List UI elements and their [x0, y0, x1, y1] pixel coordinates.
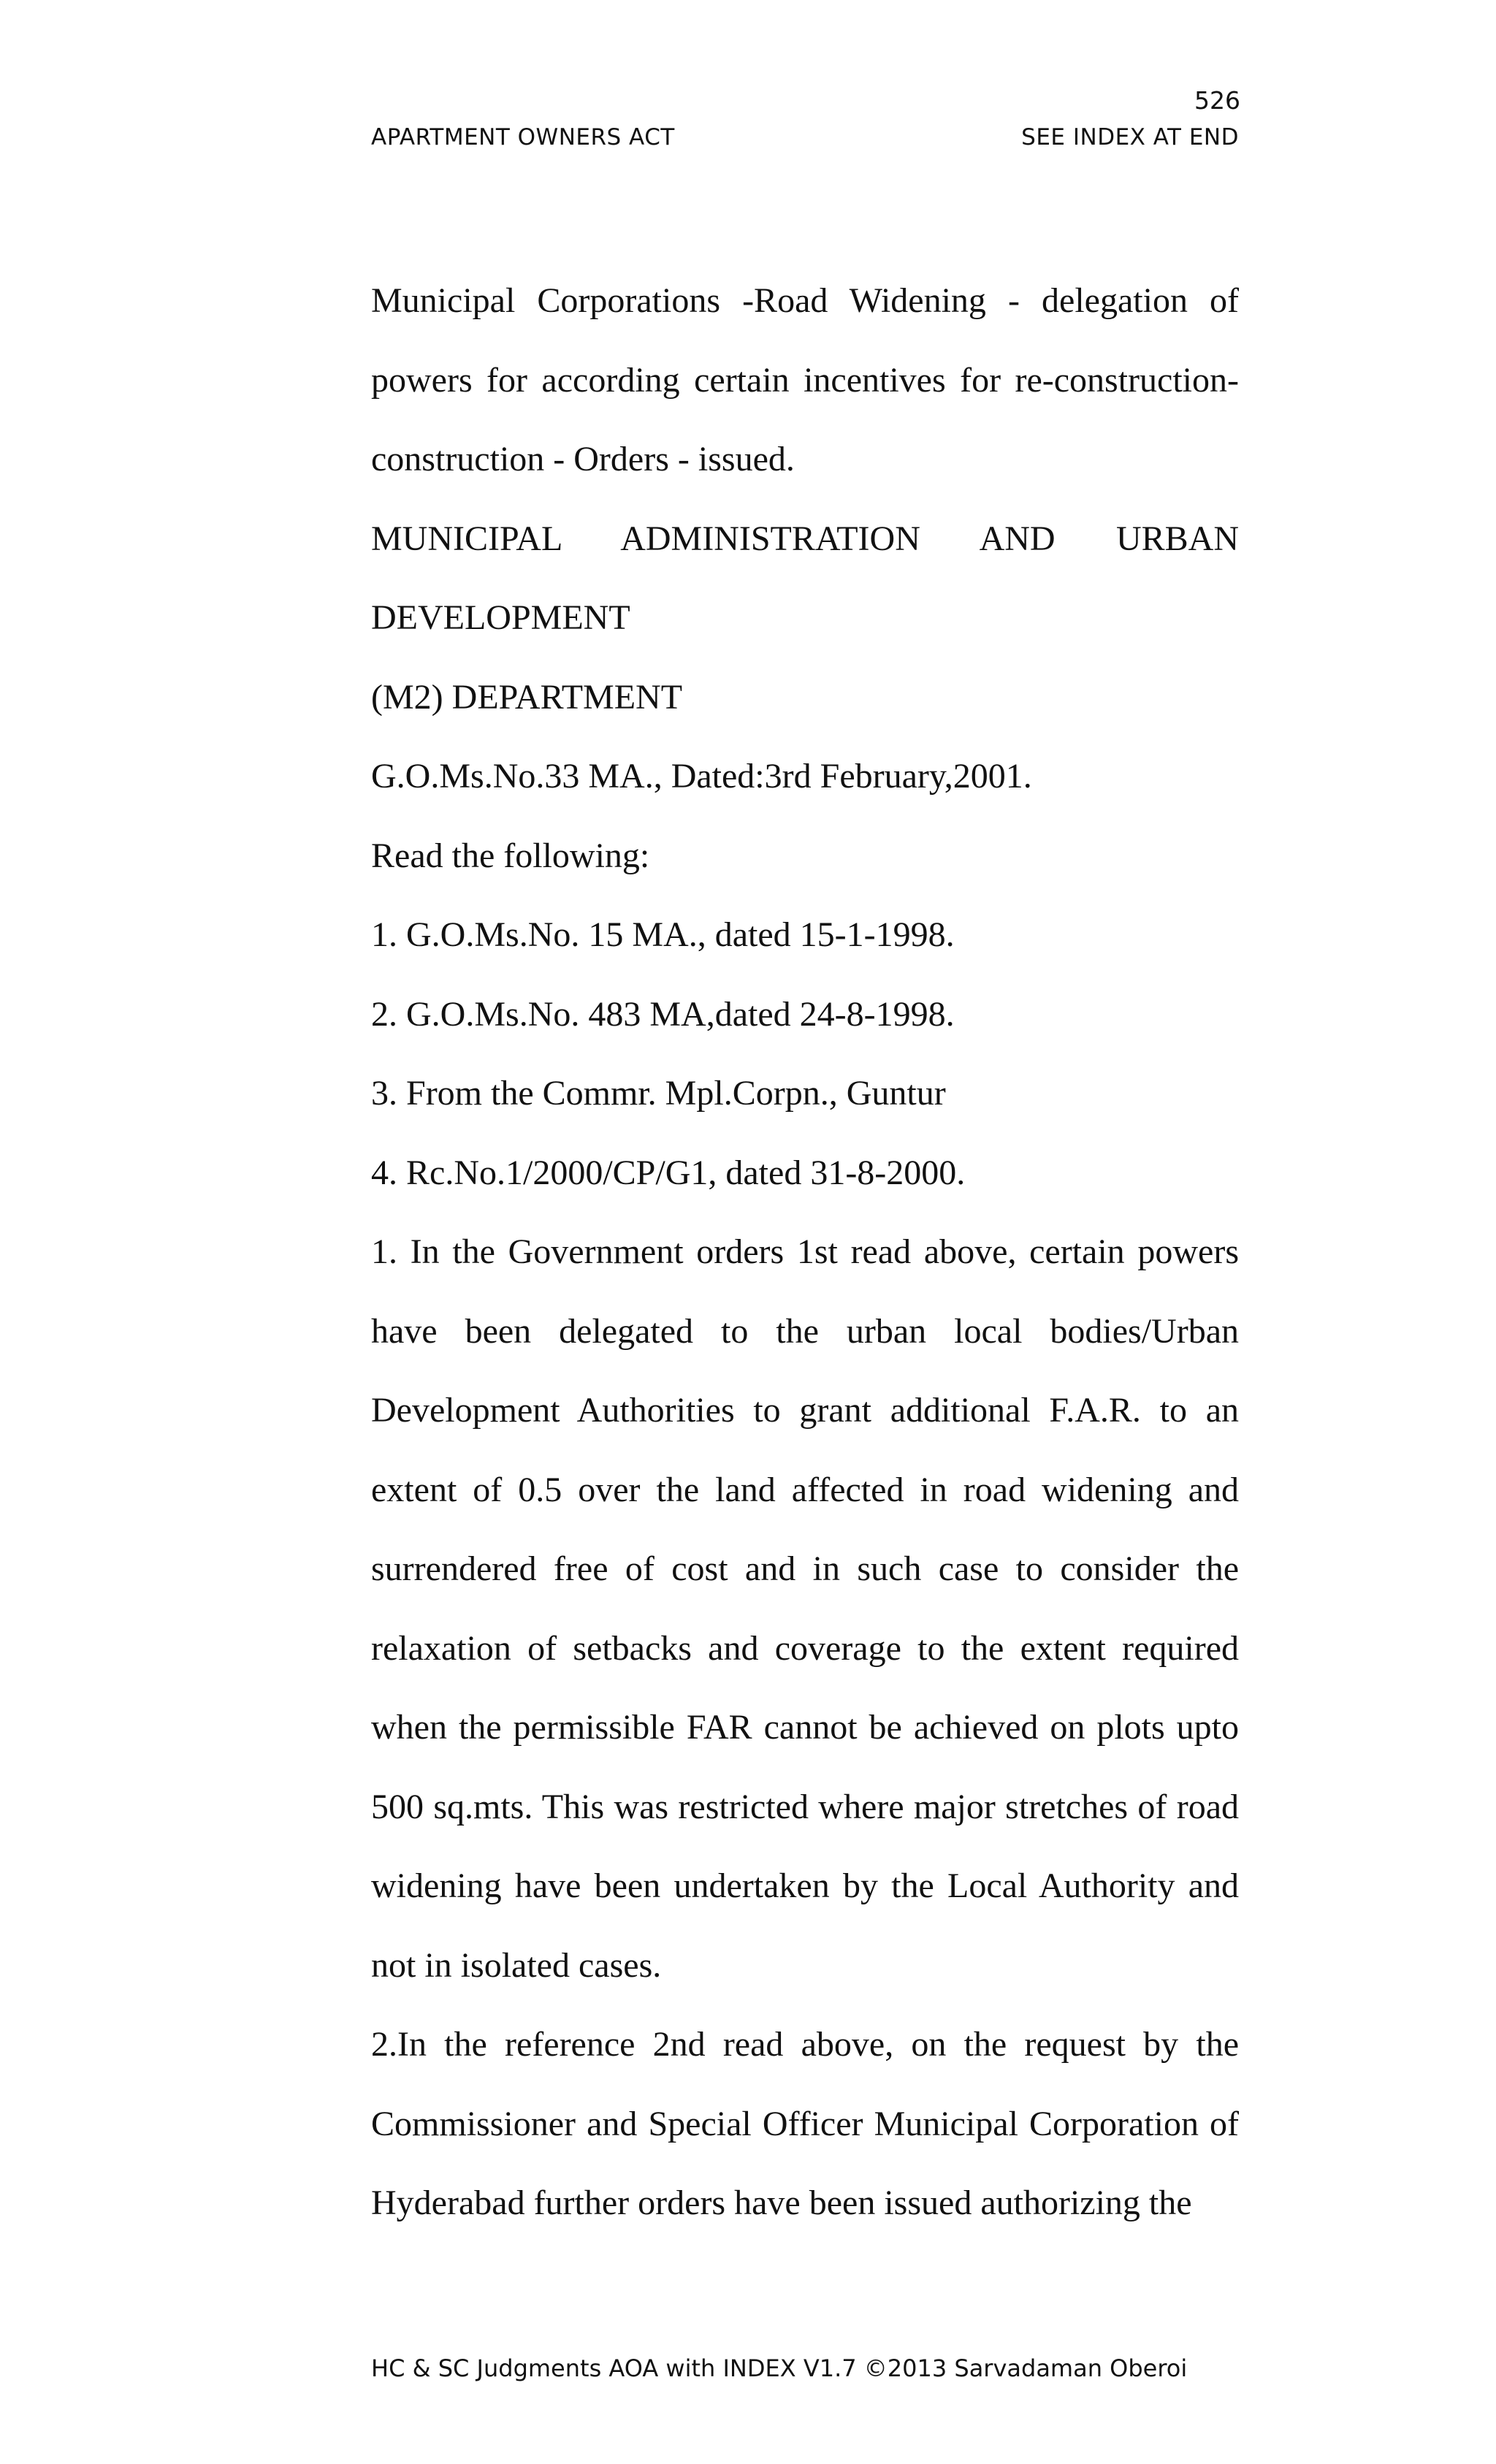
read-heading: Read the following: — [371, 836, 650, 875]
department-line-1: MUNICIPAL ADMINISTRATION AND URBAN — [371, 519, 1239, 558]
paragraph-1: 1. In the Government orders 1st read above, certain powers have been delegated to the urban local bodies/Urban Development Authorities to grant additional F.A.R. to an extent of 0.5 over the land affected in road widening and surrendered free of cost and in such case to consider the relaxation of setbacks and coverage to the extent required when the permissible FAR cannot be achieved on plots upto 500 sq.mts. This was restricted where major stretches of road widening have been undertaken by the Local Authority and not in isolated cases. — [371, 1232, 1239, 1985]
header-index-note: SEE INDEX AT END — [1021, 124, 1239, 150]
department-section: (M2) DEPARTMENT — [371, 677, 683, 717]
order-reference: G.O.Ms.No.33 MA., Dated:3rd February,2001. — [371, 757, 1032, 796]
department-line-2: DEVELOPMENT — [371, 598, 630, 637]
reference-item: 1. G.O.Ms.No. 15 MA., dated 15-1-1998. — [371, 915, 955, 954]
reference-item: 2. G.O.Ms.No. 483 MA,dated 24-8-1998. — [371, 994, 955, 1034]
footer-copyright: HC & SC Judgments AOA with INDEX V1.7 ©2013 Sarvadaman Oberoi — [371, 2354, 1188, 2382]
paragraph-2: 2.In the reference 2nd read above, on the request by the Commissioner and Special Officer Municipal Corporation of Hyderabad further orders have been issued authorizing the — [371, 2025, 1239, 2222]
reference-item: 4. Rc.No.1/2000/CP/G1, dated 31-8-2000. — [371, 1153, 966, 1192]
reference-item: 3. From the Commr. Mpl.Corpn., Guntur — [371, 1074, 946, 1113]
document-body — [371, 262, 1239, 2243]
subject-paragraph: Municipal Corporations -Road Widening - delegation of powers for according certain incentives for re-construction-construction - Orders - issued. — [371, 281, 1239, 478]
header-title: APARTMENT OWNERS ACT — [371, 124, 675, 150]
page-number: 526 — [1194, 86, 1240, 115]
